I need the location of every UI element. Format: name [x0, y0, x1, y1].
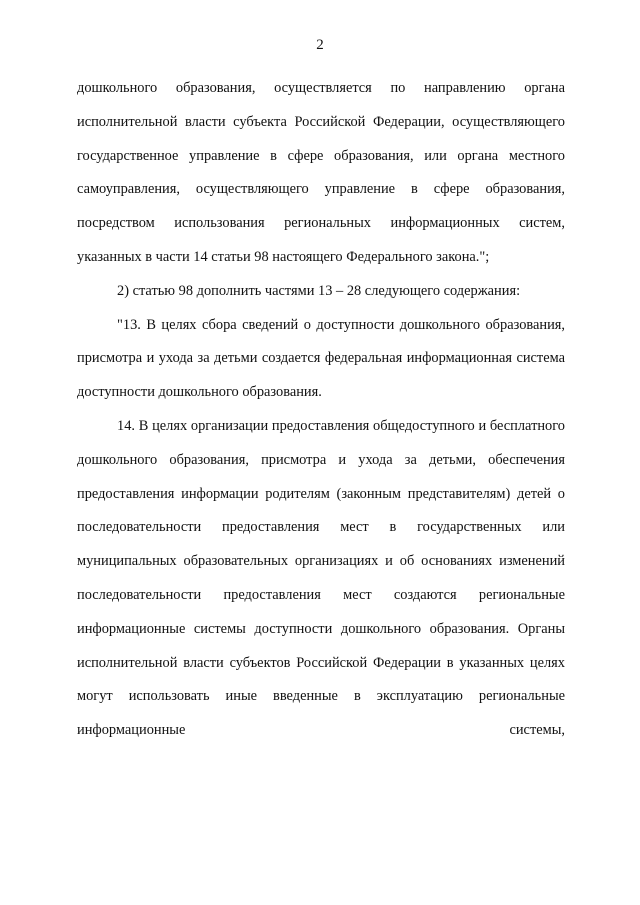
paragraph-item-2: 2) статью 98 дополнить частями 13 – 28 следующего содержания:	[117, 282, 521, 299]
paragraph-continuation: дошкольного образования, осуществляется по направлению органа исполнительной власти субъекта Российской Федерации, осуществляющего государственное управление в сфере образования, или органа местного самоуправления, осуществляющего управление в сфере образования, посредством использования региональных информационных систем, указанных в части 14 статьи 98 настоящего Федерального закона.";	[77, 80, 565, 265]
paragraph-part-13: "13. В целях сбора сведений о доступности дошкольного образования, присмотра и ухода за детьми создается федеральная информационная система доступности дошкольного образования.	[77, 316, 565, 401]
paragraph-part-14: 14. В целях организации предоставления общедоступного и бесплатного дошкольного образования, присмотра и ухода за детьми, обеспечения предоставления информации родителям (законным представителям) детей о последовательности предоставления мест в государственных или муниципальных образовательных организациях и об основаниях изменений последовательности предоставления мест создаются региональные информационные системы доступности дошкольного образования. Органы исполнительной власти субъектов Российской Федерации в указанных целях могут использовать иные введенные в эксплуатацию региональные информационные системы,	[77, 417, 565, 739]
page-number: 2	[316, 37, 324, 53]
document-body	[77, 72, 565, 748]
